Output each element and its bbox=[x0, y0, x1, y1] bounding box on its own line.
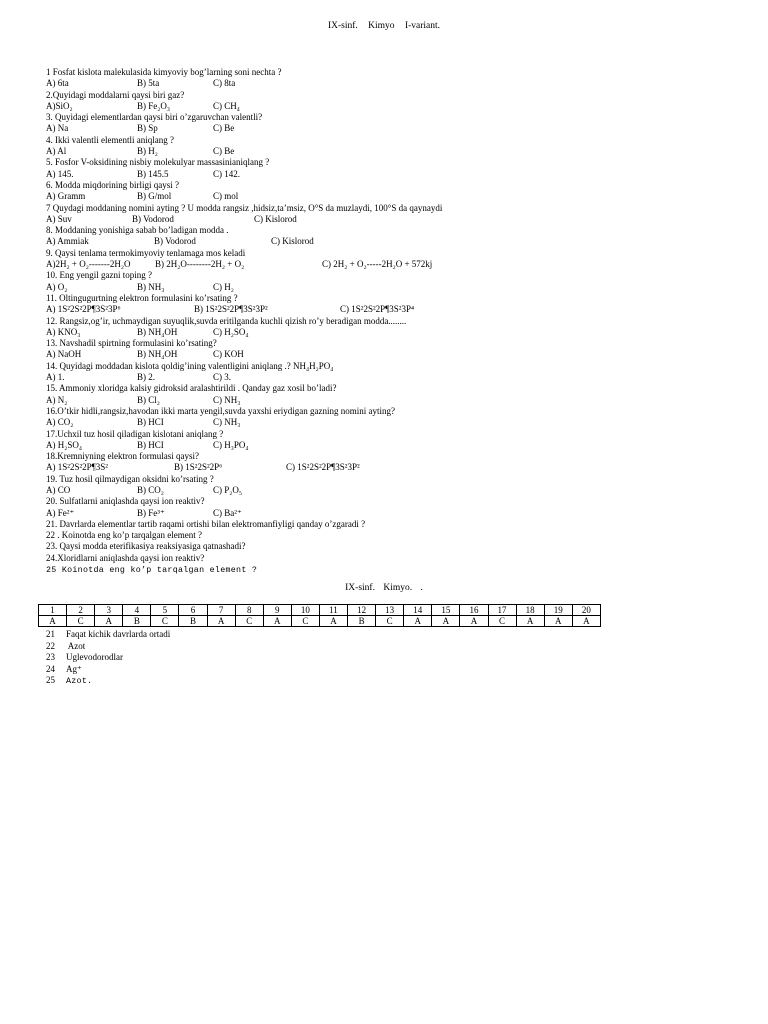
answer-number-cell: 9 bbox=[263, 605, 291, 616]
option-b: B) HCI bbox=[137, 417, 164, 428]
answer-number-cell: 20 bbox=[572, 605, 600, 616]
option-a: A) 145. bbox=[46, 168, 74, 179]
open-answer-text: Uglevodorodlar bbox=[66, 652, 123, 662]
answer-options bbox=[46, 304, 746, 315]
question-text bbox=[46, 135, 746, 146]
option-b: B) Fe³⁺ bbox=[137, 507, 165, 518]
answer-subject-label: Kimyo. bbox=[383, 583, 413, 593]
answer-number-cell: 4 bbox=[123, 605, 151, 616]
option-c: C) 2H₂ + O₂-----2H₂O + 572kj bbox=[322, 259, 433, 270]
question-label: 8. Moddaning yonishiga sabab bo’ladigan modda . bbox=[46, 225, 229, 236]
option-b: B) 2. bbox=[137, 372, 155, 383]
question-label: 6. Modda miqdorining birligi qaysi ? bbox=[46, 179, 179, 190]
option-b: B) NH₄OH bbox=[137, 326, 178, 337]
answer-number-cell: 19 bbox=[544, 605, 572, 616]
option-a: A) Al bbox=[46, 146, 67, 157]
answer-letter-cell: C bbox=[376, 616, 404, 627]
option-b: B) Cl₂ bbox=[137, 394, 160, 405]
question-text bbox=[46, 564, 746, 575]
question-label: 21. Davrlarda elementlar tartib raqami ortishi bilan elektromanfiyligi qanday o’zgaradi ? bbox=[46, 518, 366, 529]
question-label: 13. Navshadil spirtning formulasini ko’rsating? bbox=[46, 338, 217, 349]
option-a: A) Gramm bbox=[46, 191, 86, 202]
answer-letter-cell: A bbox=[207, 616, 235, 627]
question-text bbox=[46, 270, 746, 281]
question-text bbox=[46, 429, 746, 440]
answer-letter-cell: C bbox=[488, 616, 516, 627]
option-c: C) Kislorod bbox=[254, 213, 297, 224]
question-label: 16.O’tkir hidli,rangsiz,havodan ikki marta yengil,suvda yaxshi eriydigan gazning nomini ayting? bbox=[46, 405, 396, 416]
answer-number-cell: 16 bbox=[460, 605, 488, 616]
question-label: 19. Tuz hosil qilmaydigan oksidni ko’rsating ? bbox=[46, 473, 214, 484]
option-c: C) 3. bbox=[213, 372, 231, 383]
page-title bbox=[0, 21, 768, 31]
question-label: 12. Rangsiz,og’ir, uchmaydigan suyuqlik,suvda eritilganda kuchli qizish ro’y beradigan modda........ bbox=[46, 315, 407, 326]
answer-letter-cell: A bbox=[516, 616, 544, 627]
answer-options bbox=[46, 372, 746, 383]
option-c: C) 1S²2S²2P¶3S²3P⁴ bbox=[340, 304, 415, 315]
answer-letter-cell: A bbox=[432, 616, 460, 627]
option-c: C) H₂ bbox=[213, 281, 234, 292]
option-a: A) Ammiak bbox=[46, 236, 89, 247]
option-a: A) 1. bbox=[46, 372, 65, 383]
option-a: A) Suv bbox=[46, 213, 72, 224]
question-text bbox=[46, 496, 746, 507]
answer-letter-cell: A bbox=[95, 616, 123, 627]
option-c: C) 142. bbox=[213, 168, 240, 179]
option-b: B) Sp bbox=[137, 123, 158, 134]
answer-letter-cell: A bbox=[263, 616, 291, 627]
option-b: B) Vodorod bbox=[154, 236, 196, 247]
answer-number-cell: 2 bbox=[67, 605, 95, 616]
question-text bbox=[46, 157, 746, 168]
answer-options bbox=[46, 327, 746, 338]
option-b: B) NH₄OH bbox=[137, 349, 178, 360]
question-label: 1 Fosfat kislota malekulasida kimyoviy bog’larning soni nechta ? bbox=[46, 67, 282, 77]
answer-options bbox=[46, 146, 746, 157]
grade-label: IX-sinf. bbox=[327, 21, 358, 31]
question-text bbox=[46, 361, 746, 372]
open-answer-text: Faqat kichik davrlarda ortadi bbox=[66, 629, 171, 639]
answer-number-cell: 3 bbox=[95, 605, 123, 616]
answer-number-cell: 18 bbox=[516, 605, 544, 616]
answer-letter-cell: A bbox=[460, 616, 488, 627]
question-label: 5. Fosfor V-oksidining nisbiy molekulyar massasinianiqlang ? bbox=[46, 157, 270, 168]
open-answer-item bbox=[46, 664, 170, 676]
question-label: 20. Sulfatlarni aniqlashda qaysi ion reaktiv? bbox=[46, 496, 205, 507]
option-c: C) Kislorod bbox=[271, 236, 314, 247]
answer-number-cell: 14 bbox=[404, 605, 432, 616]
option-b: B) H₂ bbox=[137, 146, 158, 157]
option-c: C) H₃PO₄ bbox=[213, 439, 249, 450]
question-text bbox=[46, 519, 746, 530]
answer-letter-cell: A bbox=[319, 616, 347, 627]
option-a: A) Fe²⁺ bbox=[46, 507, 75, 518]
question-text bbox=[46, 406, 746, 417]
answer-number-cell: 10 bbox=[291, 605, 319, 616]
answer-number-row bbox=[39, 605, 601, 616]
question-text bbox=[46, 293, 746, 304]
question-label: 18.Kremniyning elektron formulasi qaysi? bbox=[46, 451, 199, 462]
answer-options bbox=[46, 123, 746, 134]
answer-letter-cell: B bbox=[123, 616, 151, 627]
question-text bbox=[46, 338, 746, 349]
answer-number-cell: 12 bbox=[348, 605, 376, 616]
variant-label: I-variant. bbox=[404, 21, 441, 31]
option-b: B) 2H₂O--------2H₂ + O₂ bbox=[155, 259, 245, 270]
answer-options bbox=[46, 395, 746, 406]
question-label: 7 Quydagi moddaning nomini ayting ? U modda rangsiz ,hidsiz,ta’msiz, O°S da muzlaydi, 100°S da qaynaydi bbox=[46, 202, 443, 213]
answer-options bbox=[46, 259, 746, 270]
question-label: 15. Ammoniy xloridga kalsiy gidroksid aralashtirildi . Qanday gaz xosil bo’ladi? bbox=[46, 383, 337, 394]
question-text bbox=[46, 90, 746, 101]
question-label: 9. Qaysi tenlama termokimyoviy tenlamaga mos keladi bbox=[46, 247, 246, 258]
option-c: C) Be bbox=[213, 146, 235, 157]
option-a: A) Na bbox=[46, 123, 69, 134]
option-b: B) HCI bbox=[137, 439, 164, 450]
option-c: C) 8ta bbox=[213, 78, 236, 89]
answer-number-cell: 15 bbox=[432, 605, 460, 616]
option-a: A) N₂ bbox=[46, 394, 68, 405]
answer-options bbox=[46, 191, 746, 202]
open-answer-item bbox=[46, 652, 170, 664]
option-a: A) O₂ bbox=[46, 281, 68, 292]
open-answer-text: Ag⁺ bbox=[66, 663, 82, 674]
option-b: B) 1S²2S²2P¶3S²3P² bbox=[194, 304, 268, 315]
option-c: C) NH₃ bbox=[213, 394, 241, 405]
open-answer-number: 25 bbox=[46, 675, 55, 685]
answer-letter-cell: A bbox=[544, 616, 572, 627]
question-label: 17.Uchxil tuz hosil qiladigan kislotani aniqlang ? bbox=[46, 428, 224, 439]
answer-number-cell: 17 bbox=[488, 605, 516, 616]
question-label: 24.Xloridlarni aniqlashda qaysi ion reaktiv? bbox=[46, 552, 205, 563]
option-b: B) NH₃ bbox=[137, 281, 165, 292]
answer-options bbox=[46, 349, 746, 360]
question-text bbox=[46, 203, 746, 214]
answer-key-table bbox=[38, 604, 601, 627]
option-a: A) CO₂ bbox=[46, 417, 74, 428]
open-answer-item bbox=[46, 675, 170, 687]
answer-number-cell: 11 bbox=[319, 605, 347, 616]
answer-letter-cell: C bbox=[151, 616, 179, 627]
answer-number-cell: 13 bbox=[376, 605, 404, 616]
option-b: B) 5ta bbox=[137, 78, 160, 89]
question-text bbox=[46, 451, 746, 462]
option-b: B) 145.5 bbox=[137, 168, 169, 179]
option-a: A) 1S²2S²2P¶3S²3P⁶ bbox=[46, 304, 121, 315]
option-b: B) Vodorod bbox=[132, 213, 174, 224]
answer-options bbox=[46, 214, 746, 225]
open-answer-number: 23 bbox=[46, 652, 55, 662]
open-answers-list bbox=[46, 629, 170, 687]
question-label: 23. Qaysi modda eterifikasiya reaksiyasiga qatnashadi? bbox=[46, 541, 246, 552]
answer-letter-cell: C bbox=[235, 616, 263, 627]
answer-letter-cell: B bbox=[179, 616, 207, 627]
option-c: C) NH₃ bbox=[213, 417, 241, 428]
question-label: 4. Ikki valentli elementli aniqlang ? bbox=[46, 134, 174, 145]
answer-options bbox=[46, 485, 746, 496]
option-c: C) Ba²⁺ bbox=[213, 507, 242, 518]
question-label: 25 Koinotda eng ko’p tarqalgan element ? bbox=[46, 566, 258, 576]
answer-options bbox=[46, 282, 746, 293]
open-answer-text: Azot. bbox=[66, 677, 93, 686]
option-b: B) 1S²2S²2P⁶ bbox=[174, 462, 223, 473]
question-label: 11. Oltingugurtning elektron formulasini ko’rsating ? bbox=[46, 292, 238, 303]
option-a: A) 6ta bbox=[46, 78, 69, 89]
answer-options bbox=[46, 169, 746, 180]
answer-number-cell: 1 bbox=[39, 605, 67, 616]
answer-options bbox=[46, 236, 746, 247]
option-a: A) 1S²2S²2P¶3S² bbox=[46, 462, 108, 473]
open-answer-item bbox=[46, 641, 170, 653]
open-answer-text: Azot bbox=[66, 640, 86, 651]
answer-suffix-label: . bbox=[420, 583, 423, 593]
question-text bbox=[46, 112, 746, 123]
question-text bbox=[46, 474, 746, 485]
answer-options bbox=[46, 78, 746, 89]
option-a: A) KNO₃ bbox=[46, 326, 81, 337]
answer-number-cell: 5 bbox=[151, 605, 179, 616]
question-label: 3. Quyidagi elementlardan qaysi biri o’zgaruvchan valentli? bbox=[46, 112, 263, 123]
answer-number-cell: 6 bbox=[179, 605, 207, 616]
answer-grade-label: IX-sinf. bbox=[345, 583, 375, 593]
question-text bbox=[46, 383, 746, 394]
question-text bbox=[46, 248, 746, 259]
question-label: 2.Quyidagi moddalarni qaysi biri gaz? bbox=[46, 89, 185, 100]
question-label: 14. Quyidagi moddadan kislota qoldig’ining valentligini aniqlang .? NH₄H₂PO₄ bbox=[46, 360, 334, 371]
open-answer-number: 21 bbox=[46, 629, 55, 639]
question-text bbox=[46, 316, 746, 327]
option-a: A) NaOH bbox=[46, 349, 82, 360]
answer-letter-row bbox=[39, 616, 601, 627]
option-c: C) Be bbox=[213, 123, 235, 134]
option-c: C) H₂SO₄ bbox=[213, 326, 249, 337]
option-a: A)2H₂ + O₂-------2H₂O bbox=[46, 259, 131, 270]
answer-letter-cell: B bbox=[348, 616, 376, 627]
answer-number-cell: 7 bbox=[207, 605, 235, 616]
answer-options bbox=[46, 440, 746, 451]
open-answer-item bbox=[46, 629, 170, 641]
question-text bbox=[46, 180, 746, 191]
answer-letter-cell: A bbox=[404, 616, 432, 627]
option-b: B) CO₂ bbox=[137, 484, 164, 495]
answer-letter-cell: A bbox=[572, 616, 600, 627]
option-c: C) CH₄ bbox=[213, 100, 240, 111]
option-c: C) mol bbox=[213, 191, 239, 202]
answer-letter-cell: C bbox=[67, 616, 95, 627]
answer-options bbox=[46, 101, 746, 112]
option-a: A) H₂SO₄ bbox=[46, 439, 83, 450]
question-text bbox=[46, 541, 746, 552]
answer-options bbox=[46, 462, 746, 473]
answer-letter-cell: A bbox=[39, 616, 67, 627]
answer-options bbox=[46, 508, 746, 519]
option-a: A)SiO₂ bbox=[46, 100, 73, 111]
question-label: 22 . Koinotda eng ko’p tarqalgan element ? bbox=[46, 530, 202, 541]
open-answer-number: 24 bbox=[46, 663, 55, 674]
question-text bbox=[46, 530, 746, 541]
question-text bbox=[46, 225, 746, 236]
answer-letter-cell: C bbox=[291, 616, 319, 627]
option-a: A) CO bbox=[46, 484, 71, 495]
question-text bbox=[46, 553, 746, 564]
option-b: B) Fe₂O₃ bbox=[137, 100, 171, 111]
open-answer-number: 22 bbox=[46, 640, 55, 651]
option-c: C) 1S²2S²2P¶3S²3P² bbox=[286, 462, 360, 473]
question-label: 10. Eng yengil gazni toping ? bbox=[46, 270, 152, 281]
option-c: C) P₂O₅ bbox=[213, 484, 243, 495]
answer-number-cell: 8 bbox=[235, 605, 263, 616]
subject-label: Kimyo bbox=[368, 21, 395, 31]
option-c: C) KOH bbox=[213, 349, 244, 360]
option-b: B) G/mol bbox=[137, 191, 172, 202]
questions-list bbox=[46, 67, 746, 575]
answer-options bbox=[46, 417, 746, 428]
answer-key-title bbox=[0, 583, 768, 593]
question-text bbox=[46, 67, 746, 78]
